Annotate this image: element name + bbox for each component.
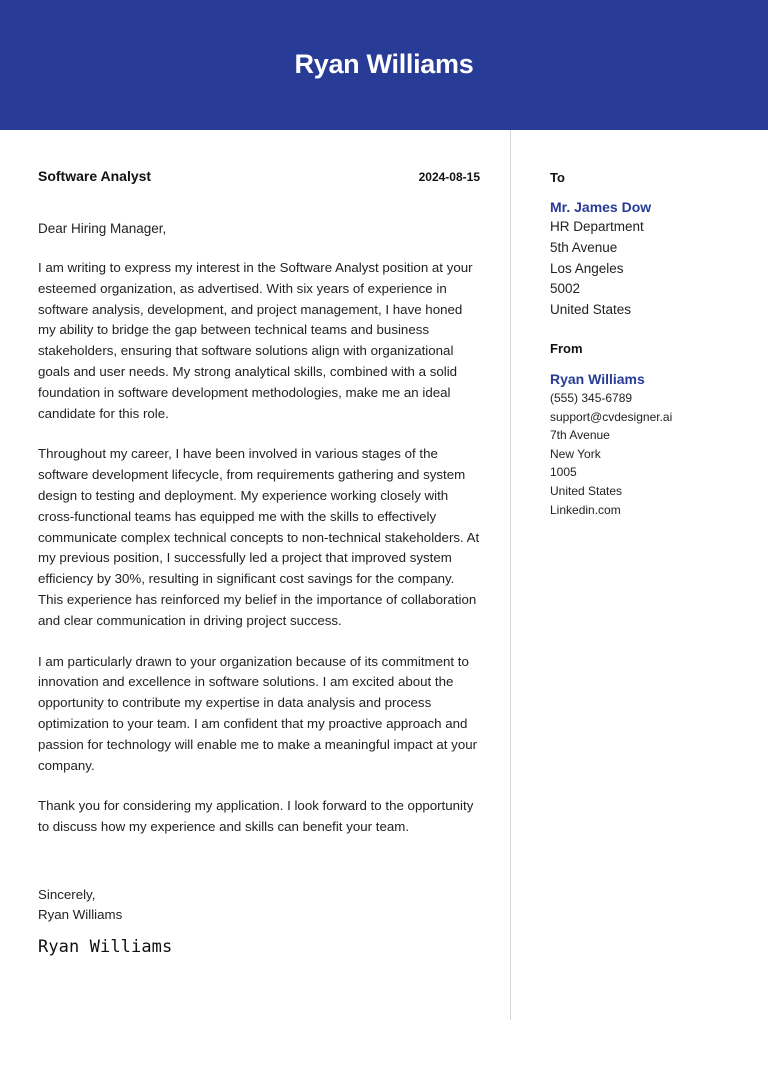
signature: Ryan Williams	[38, 936, 173, 957]
header-banner	[0, 0, 768, 130]
closing-phrase: Sincerely,	[38, 886, 96, 902]
column-divider	[510, 130, 511, 1020]
contact-sidebar	[550, 168, 750, 519]
paragraph-4: Thank you for considering my application. I look forward to the opportunity to discuss how my experience and skills can benefit your team.	[38, 798, 474, 835]
paragraph-3: I am particularly drawn to your organization because of its commitment to innovation and excellence in software solutions. I am excited about the opportunity to contribute my expertise in data analysis and process optimization to your team. I am confident that my proactive approach and passion for technology will enable me to make a meaningful impact at your company.	[38, 653, 478, 773]
sender-email: support@cvdesigner.ai	[550, 409, 673, 424]
recipient-zip: 5002	[550, 281, 581, 297]
recipient-department: HR Department	[550, 219, 644, 234]
recipient-city: Los Angeles	[550, 260, 624, 276]
recipient-street: 5th Avenue	[550, 239, 618, 255]
sender-phone: (555) 345-6789	[550, 390, 633, 405]
recipient-label: To	[550, 170, 565, 185]
paragraph-2: Throughout my career, I have been involved in various stages of the software development lifecycle, from requirements gathering and system design to testing and deployment. My experience working closely with cross-functional teams has equipped me with the skills to effectively communicate complex technical concepts to non-technical stakeholders. At my previous position, I successfully led a project that improved system efficiency by 30%, resulting in significant cost savings for the company. This experience has reinforced my belief in the importance of collaboration and clear communication in driving project success.	[38, 446, 480, 628]
sender-label: From	[550, 340, 583, 356]
letter-body	[38, 168, 480, 957]
paragraph-1: I am writing to express my interest in the Software Analyst position at your esteemed organization, as advertised. With six years of experience in software analysis, development, and project management, I have honed my ability to bridge the gap between technical teams and business stakeholders, ensuring that software solutions align with organizational goals and user needs. My strong analytical skills, combined with a solid foundation in software development methodologies, make me an ideal candidate for this role.	[38, 260, 473, 421]
salutation: Dear Hiring Manager,	[38, 221, 167, 236]
letter-date: 2024-08-15	[418, 170, 480, 184]
sender-linkedin: Linkedin.com	[550, 502, 621, 517]
job-title: Software Analyst	[38, 168, 152, 184]
recipient-country: United States	[550, 302, 632, 318]
sender-city: New York	[550, 446, 601, 461]
recipient-name: Mr. James Dow	[550, 199, 652, 215]
sender-zip: 1005	[550, 465, 577, 480]
applicant-name: Ryan Williams	[294, 48, 474, 79]
title-row	[38, 168, 480, 188]
sender-name: Ryan Williams	[550, 370, 645, 387]
sender-street: 7th Avenue	[550, 428, 610, 443]
closing-block	[38, 885, 480, 925]
sender-country: United States	[550, 483, 623, 498]
closing-name: Ryan Williams	[38, 906, 123, 922]
